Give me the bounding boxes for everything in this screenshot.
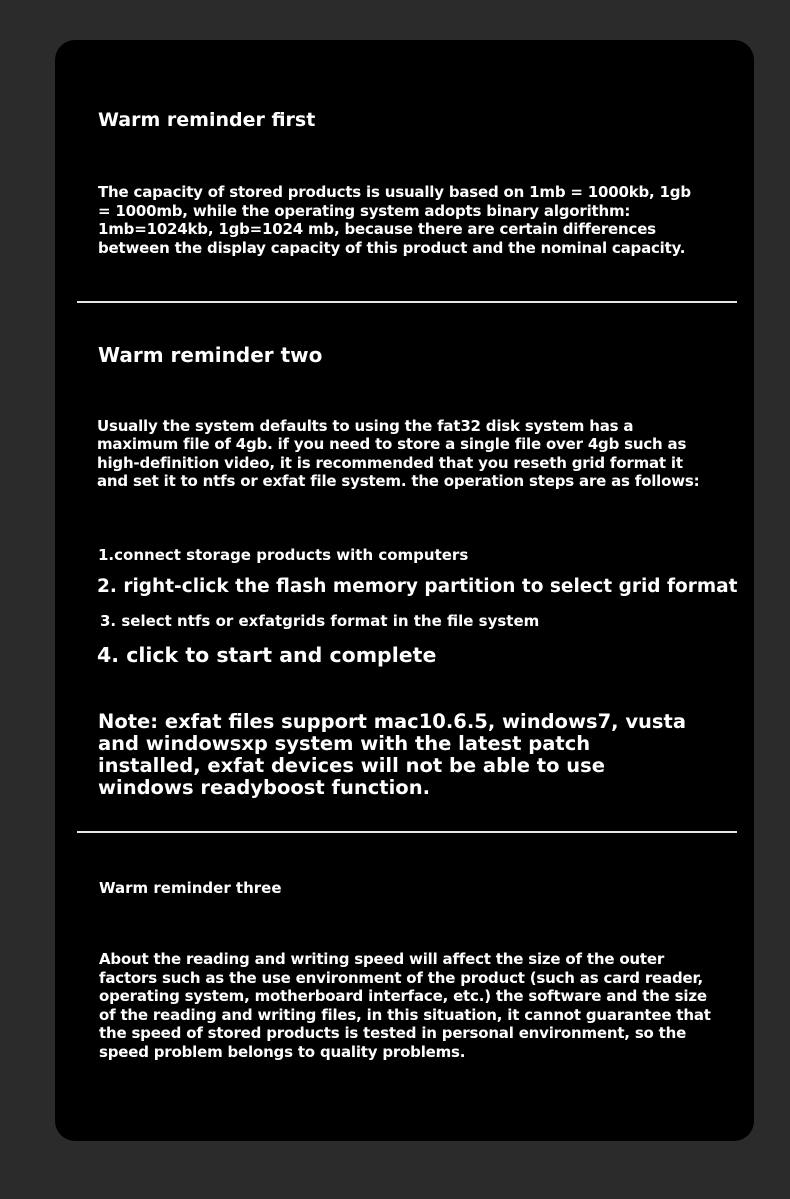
- section3-body: About the reading and writing speed will affect the size of the outer factors such as the use environment of the product (such as card reader, operating system, motherboard interface, etc.) the software and the size of the reading and writing files, in this situation, it cannot guarantee that the speed of stored products is tested in personal environment, so the speed problem belongs to quality problems.: [99, 950, 711, 1061]
- step-2: 2. right-click the flash memory partition to select grid format: [97, 576, 738, 597]
- section2-note: Note: exfat files support mac10.6.5, windows7, vusta and windowsxp system with the latest patch installed, exfat devices will not be able to use windows readyboost function.: [98, 710, 687, 799]
- section-divider-2: [77, 831, 737, 833]
- section1-title: Warm reminder first: [98, 109, 316, 131]
- section1-body: The capacity of stored products is usually based on 1mb = 1000kb, 1gb = 1000mb, while the operating system adopts binary algorithm: 1mb=1024kb, 1gb=1024 mb, because there are certain differences between the display capacity of this product and the nominal capacity.: [98, 183, 691, 257]
- section2-body: Usually the system defaults to using the fat32 disk system has a maximum file of 4gb. if you need to store a single file over 4gb such as high-definition video, it is recommended that you reseth grid format it and set it to ntfs or exfat file system. the operation steps are as follows:: [97, 417, 700, 490]
- step-3: 3. select ntfs or exfatgrids format in the file system: [100, 612, 540, 630]
- reminder-card: [55, 40, 754, 1141]
- step-4: 4. click to start and complete: [97, 643, 437, 667]
- section2-title: Warm reminder two: [98, 343, 323, 367]
- section3-title: Warm reminder three: [99, 879, 282, 897]
- step-1: 1.connect storage products with computers: [98, 546, 469, 564]
- section-divider-1: [77, 301, 737, 303]
